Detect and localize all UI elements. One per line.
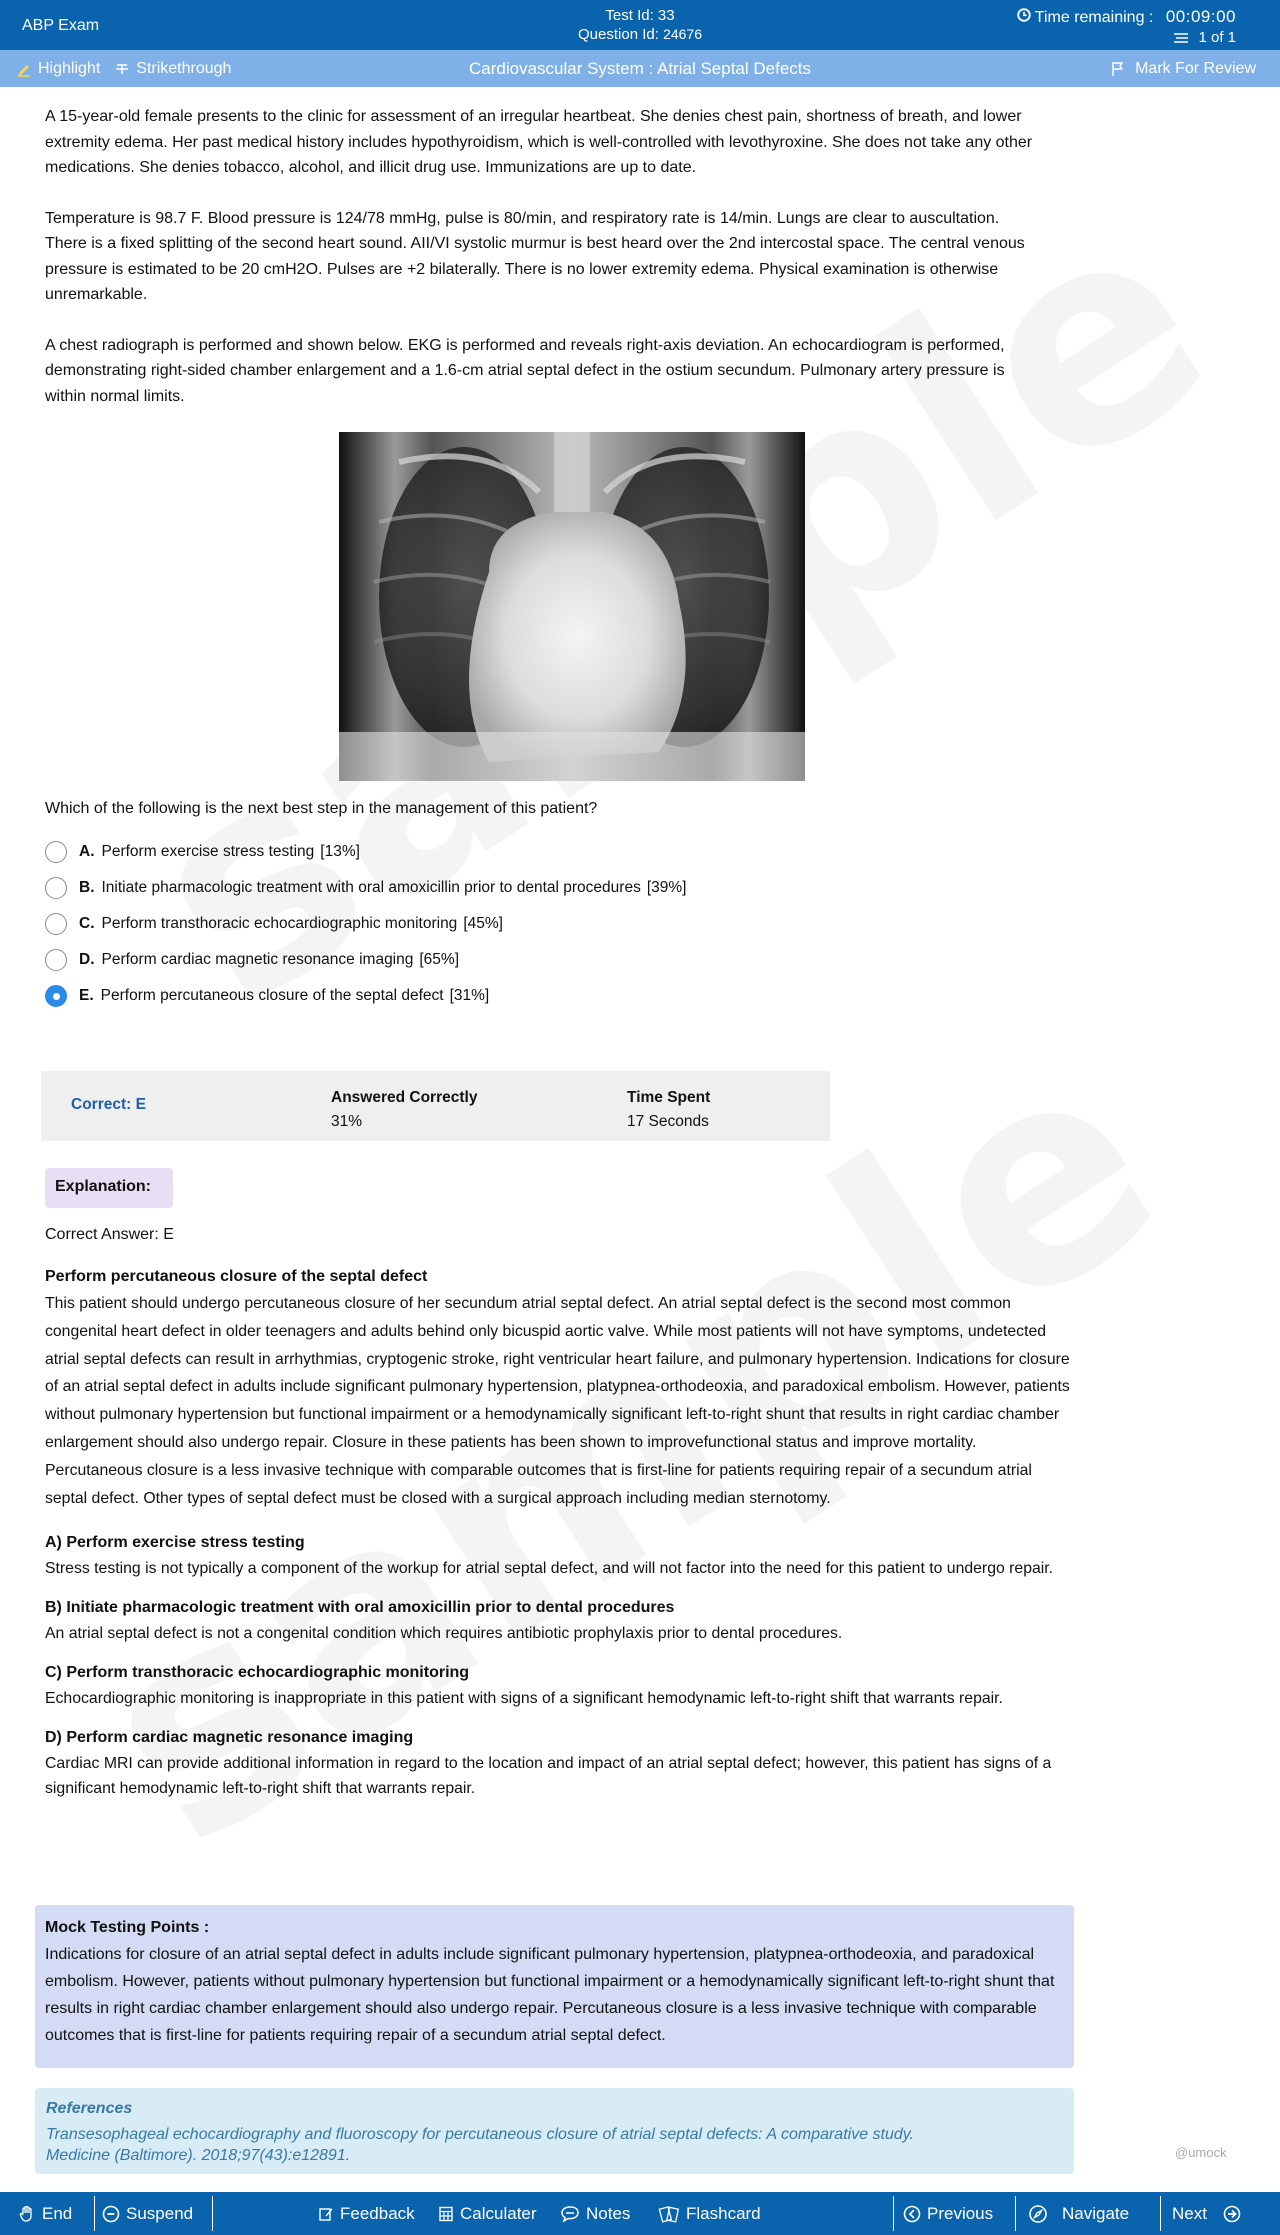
option-a-explanation: A) Perform exercise stress testing Stress testing is not typically a component of the workup for atrial septal defect, and will not factor into the need for this patient to undergo repair.	[45, 1534, 1054, 1578]
notes-button[interactable]: Notes	[560, 2192, 630, 2235]
time-spent: Time Spent 17 Seconds	[627, 1089, 711, 1130]
arrow-left-circle-icon	[903, 2205, 921, 2223]
question-counter[interactable]: 1 of 1	[1172, 28, 1236, 48]
radio-button[interactable]	[45, 877, 67, 899]
option-text: Initiate pharmacologic treatment with oral amoxicillin prior to dental procedures	[101, 879, 641, 896]
time-remaining-value: 00:09:00	[1165, 7, 1236, 26]
chat-bubble-icon	[560, 2205, 580, 2223]
calculator-icon	[438, 2206, 454, 2222]
hand-icon	[18, 2205, 36, 2223]
correct-answer-text: Correct Answer: E	[45, 1226, 174, 1243]
section-title: Cardiovascular System : Atrial Septal Defects	[468, 59, 812, 78]
option-a[interactable]: A. Perform exercise stress testing [13%]	[45, 834, 686, 870]
mark-for-review-button[interactable]: Mark For Review	[1111, 60, 1256, 78]
explanation-heading: Perform percutaneous closure of the septal defect	[45, 1268, 428, 1285]
radio-button[interactable]	[45, 841, 67, 863]
option-d[interactable]: D. Perform cardiac magnetic resonance imaging [65%]	[45, 942, 686, 978]
answer-stats	[41, 1071, 830, 1141]
bottom-bar	[0, 2192, 1280, 2235]
reference-link[interactable]: Transesophageal echocardiography and fluoroscopy for percutaneous closure of atrial septal defects: A comparative study.	[46, 2126, 915, 2143]
edit-icon	[318, 2206, 334, 2222]
end-button[interactable]: End	[18, 2192, 72, 2235]
strikethrough-button[interactable]: Strikethrough	[114, 60, 231, 78]
feedback-button[interactable]: Feedback	[318, 2192, 415, 2235]
flag-icon	[1111, 61, 1125, 77]
calculator-button[interactable]: Calculater	[438, 2192, 537, 2235]
time-remaining-label: Time remaining :	[1034, 9, 1154, 26]
compass-icon	[1028, 2204, 1048, 2224]
option-b[interactable]: B. Initiate pharmacologic treatment with oral amoxicillin prior to dental procedures [39%]	[45, 870, 686, 906]
explanation-tag: Explanation:	[45, 1168, 173, 1208]
navigate-button[interactable]: Navigate	[1028, 2192, 1129, 2235]
cards-icon	[658, 2205, 680, 2223]
radio-button-selected[interactable]	[45, 985, 67, 1007]
option-c[interactable]: C. Perform transthoracic echocardiographic monitoring [45%]	[45, 906, 686, 942]
explanation-paragraph: This patient should undergo percutaneous closure of her secundum atrial septal defect. An atrial septal defect is the second most common congenital heart defect in older teenagers and adults behind only bicuspid aortic valve. While most patients will not have symptoms, undetected atrial septal defects can result in arrhythmias, cryptogenic stroke, right ventricular heart failure, and pulmonary hypertension. Indications for closure of an atrial septal defect in adults include significant pulmonary hypertension, platypnea-orthodeoxia, and paradoxical embolism. However, patients without pulmonary hypertension but functional impairment or a hemodynamically significant left-to-right shunt that results in right cardiac chamber enlargement should also undergo repair. Closure in these patients has been shown to improvefunctional status and improve mortality. Percutaneous closure is a less invasive technique with comparable outcomes that is first-line for patients requiring repair of a secundum atrial septal defect. Other types of septal defect must be closed with a surgical approach including median sternotomy.	[45, 1295, 1070, 1507]
stem-paragraph: A 15-year-old female presents to the clinic for assessment of an irregular heartbeat. She denies chest pain, shortness of breath, and lower extremity edema. Her past medical history includes hypothyroidism, which is well-controlled with levothyroxine. She does not take any other medications. She denies tobacco, alcohol, and illicit drug use. Immunizations are up to date.	[45, 108, 1033, 176]
reference-source: Medicine (Baltimore). 2018;97(43):e12891.	[46, 2147, 351, 2164]
list-icon	[1172, 31, 1190, 45]
option-percent: [31%]	[449, 987, 490, 1004]
tool-bar	[0, 50, 1280, 87]
answer-options	[45, 834, 686, 1014]
pause-circle-icon	[102, 2205, 120, 2223]
option-e[interactable]: E. Perform percutaneous closure of the septal defect [31%]	[45, 978, 686, 1014]
option-percent: [45%]	[463, 915, 503, 932]
chest-radiograph-image	[339, 432, 805, 781]
question-prompt: Which of the following is the next best step in the management of this patient?	[45, 800, 598, 817]
radio-button[interactable]	[45, 913, 67, 935]
references: References Transesophageal echocardiography and fluoroscopy for percutaneous closure of atrial septal defects: A comparative study. Medicine (Baltimore). 2018;97(43):e12891.	[35, 2088, 1074, 2174]
timer	[1017, 7, 1236, 51]
test-id: Test Id: 33	[605, 7, 675, 24]
flashcard-button[interactable]: Flashcard	[658, 2192, 761, 2235]
option-d-explanation: D) Perform cardiac magnetic resonance imaging Cardiac MRI can provide additional information in regard to the location and impact of an atrial septal defect; however, this patient has signs of a significant hemodynamic left-to-right shift that warrants repair.	[45, 1729, 1052, 1798]
option-text: Perform percutaneous closure of the septal defect	[100, 987, 444, 1004]
app-title: ABP Exam	[22, 17, 100, 34]
arrow-right-circle-icon	[1223, 2205, 1241, 2223]
option-text: Perform exercise stress testing	[101, 843, 315, 860]
option-text: Perform cardiac magnetic resonance imaging	[101, 951, 414, 968]
radio-button[interactable]	[45, 949, 67, 971]
suspend-button[interactable]: Suspend	[102, 2192, 193, 2235]
next-button[interactable]: Next	[1172, 2192, 1241, 2235]
option-percent: [65%]	[419, 951, 460, 968]
stem-paragraph: A chest radiograph is performed and shown below. EKG is performed and reveals right-axis deviation. An echocardiogram is performed, demonstrating right-sided chamber enlargement and a 1.6-cm atrial septal defect in the ostium secundum. Pulmonary artery pressure is within normal limits.	[45, 336, 1005, 405]
option-percent: [13%]	[320, 843, 360, 860]
option-b-explanation: B) Initiate pharmacologic treatment with oral amoxicillin prior to dental procedures An atrial septal defect is not a congenital condition which requires antibiotic prophylaxis prior to dental procedures.	[45, 1599, 843, 1643]
brand-watermark: @umock	[1175, 2145, 1227, 2160]
option-c-explanation: C) Perform transthoracic echocardiographic monitoring Echocardiographic monitoring is inappropriate in this patient with signs of a significant hemodynamic left-to-right shift that warrants repair.	[45, 1664, 1003, 1708]
answered-correctly: Answered Correctly 31%	[331, 1089, 478, 1130]
top-bar	[0, 0, 1280, 50]
question-stem	[45, 104, 1035, 434]
clock-icon	[1017, 8, 1031, 22]
stem-paragraph: Temperature is 98.7 F. Blood pressure is 124/78 mmHg, pulse is 80/min, and respiratory rate is 14/min. Lungs are clear to auscultation. There is a fixed splitting of the second heart sound. AII/VI systolic murmur is best heard over the 2nd intercostal space. The central venous pressure is estimated to be 20 cmH2O. Pulses are +2 bilaterally. There is no lower extremity edema. Physical examination is otherwise unremarkable.	[45, 209, 1025, 303]
highlight-button[interactable]: Highlight	[16, 60, 100, 78]
option-percent: [39%]	[646, 879, 687, 896]
explanation-body	[45, 1266, 1075, 1817]
mock-testing-points: Mock Testing Points : Indications for closure of an atrial septal defect in adults include significant pulmonary hypertension, platypnea-orthodeoxia, and paradoxical embolism. However, patients without pulmonary hypertension but functional impairment or a hemodynamically significant left-to-right shunt that results in right cardiac chamber enlargement should also undergo repair. Percutaneous closure is a less invasive technique with comparable outcomes that is first-line for patients requiring repair of a secundum atrial septal defect.	[35, 1905, 1074, 2068]
option-text: Perform transthoracic echocardiographic monitoring	[101, 915, 458, 932]
previous-button[interactable]: Previous	[903, 2192, 993, 2235]
correct-answer-badge: Correct: E	[71, 1096, 146, 1113]
question-id: Question Id: 24676	[578, 26, 702, 43]
